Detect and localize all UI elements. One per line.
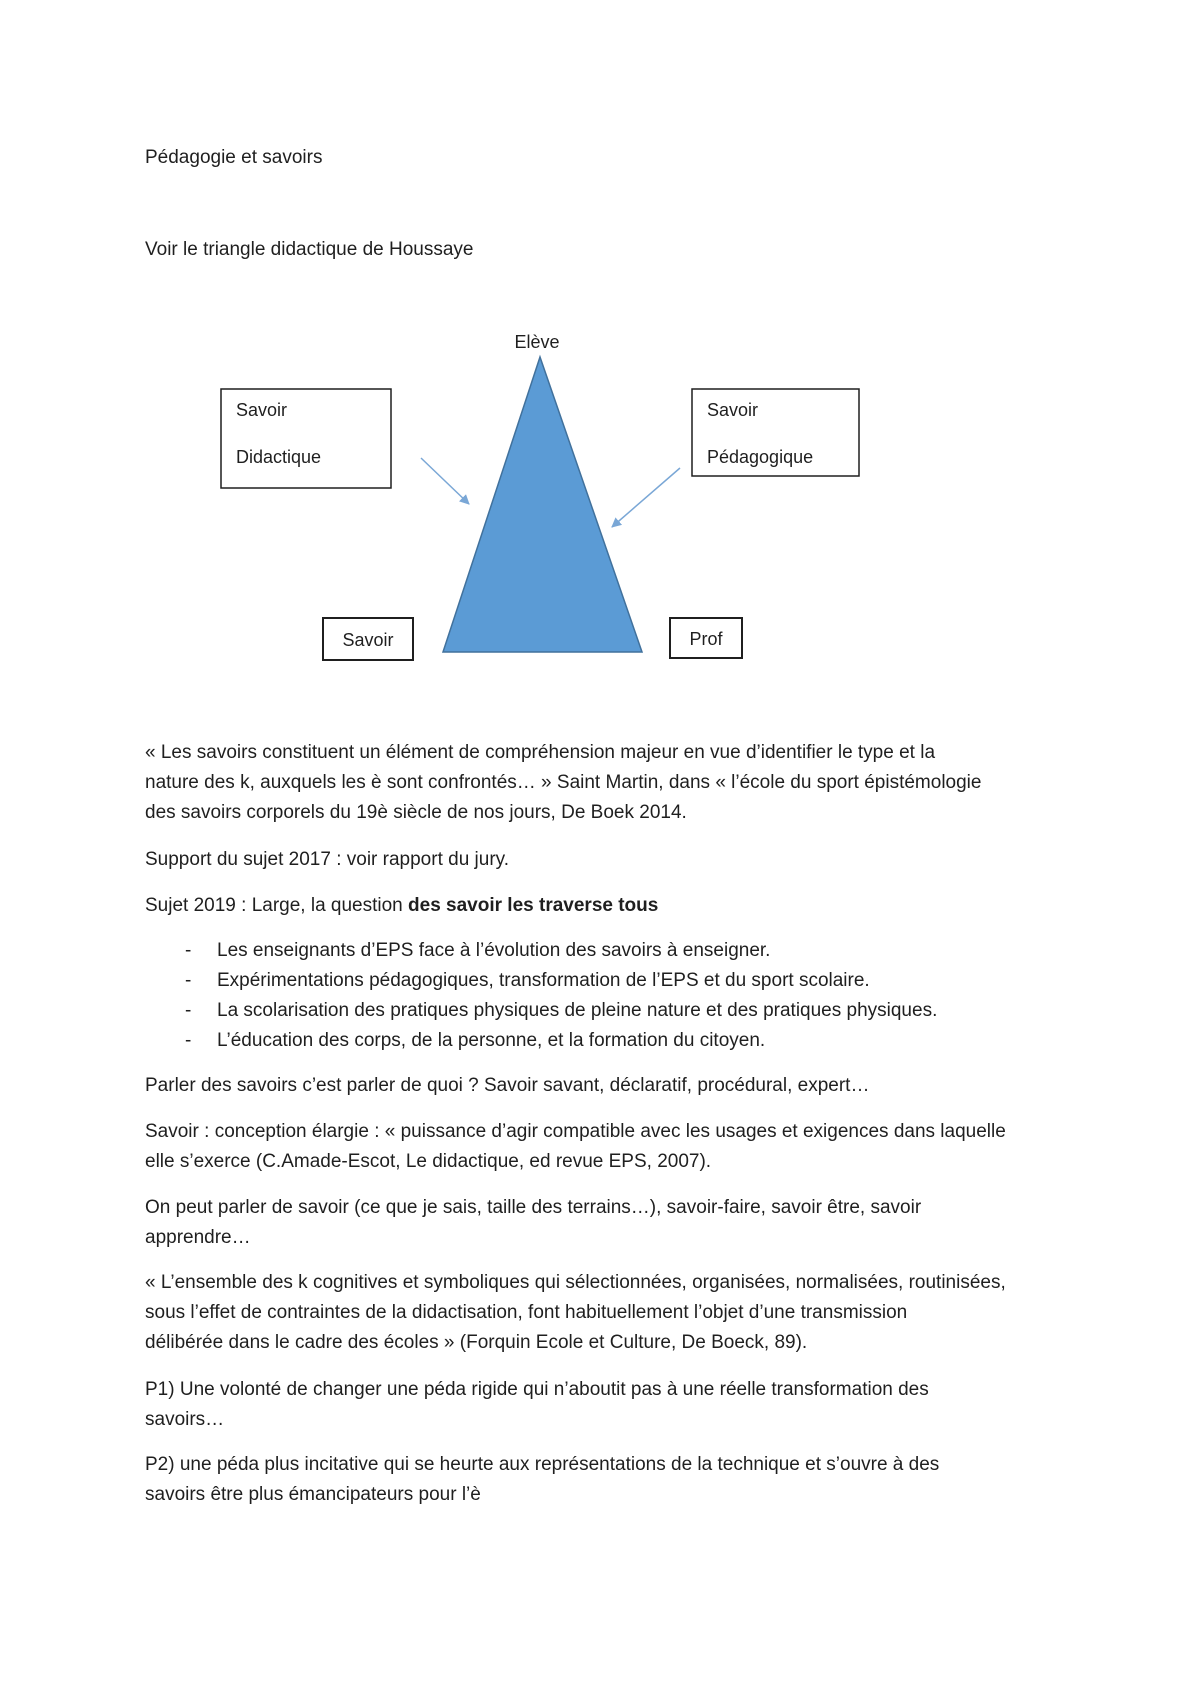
list-item <box>145 1026 1075 1056</box>
list-item <box>145 966 1075 996</box>
p2-line1: P2) une péda plus incitative qui se heurte aux représentations de la technique et s’ouvre à des <box>145 1454 940 1475</box>
triangle-shape <box>443 357 642 652</box>
sujet-line <box>145 891 658 921</box>
right-box-line1: Savoir <box>707 400 759 420</box>
bullet-text: Expérimentations pédagogiques, transformation de l’EPS et du sport scolaire. <box>217 970 870 991</box>
right-box-line2: Pédagogique <box>707 447 814 467</box>
quote-forquin <box>145 1268 1075 1358</box>
savoir-def-line1: Savoir : conception élargie : « puissance d’agir compatible avec les usages et exigences dans laquelle <box>145 1121 1006 1142</box>
list-item <box>145 936 1075 966</box>
bullet-text: Les enseignants d’EPS face à l’évolution des savoirs à enseigner. <box>217 940 771 961</box>
right-arrow <box>612 468 680 527</box>
bottom-left-label: Savoir <box>342 630 394 650</box>
houssaye-triangle-diagram <box>0 0 1200 700</box>
quote1-line3: des savoirs corporels du 19è siècle de nos jours, De Boek 2014. <box>145 802 687 823</box>
page-title: Pédagogie et savoirs <box>145 147 323 168</box>
left-box-line2: Didactique <box>236 447 322 467</box>
bottom-left-box <box>323 618 413 660</box>
quote2-line3: délibérée dans le cadre des écoles » (Forquin Ecole et Culture, De Boeck, 89). <box>145 1332 808 1353</box>
bottom-right-box <box>670 618 742 658</box>
left-arrow <box>421 458 469 504</box>
savoir-def-line2: elle s’exerce (C.Amade-Escot, Le didactique, ed revue EPS, 2007). <box>145 1151 712 1172</box>
on-peut-line2: apprendre… <box>145 1227 251 1248</box>
left-box-line1: Savoir <box>236 400 288 420</box>
sujet-prefix: Sujet 2019 : Large, la question <box>145 895 409 916</box>
bullet-dash: - <box>185 1000 192 1021</box>
quote2-line2: sous l’effet de contraintes de la didactisation, font habituellement l’objet d’une transmission <box>145 1302 908 1323</box>
bullet-text: La scolarisation des pratiques physiques de pleine nature et des pratiques physiques. <box>217 1000 938 1021</box>
quote1-line1: « Les savoirs constituent un élément de compréhension majeur en vue d’identifier le type et la <box>145 742 936 763</box>
bullet-dash: - <box>185 1030 192 1051</box>
list-item <box>145 996 1075 1026</box>
bullet-dash: - <box>185 970 192 991</box>
sujet-bullet-list <box>145 936 1075 1056</box>
left-box <box>221 389 391 488</box>
p1-line1: P1) Une volonté de changer une péda rigide qui n’aboutit pas à une réelle transformation des <box>145 1379 929 1400</box>
p2-line2: savoirs être plus émancipateurs pour l’è <box>145 1484 481 1505</box>
on-peut-line1: On peut parler de savoir (ce que je sais, taille des terrains…), savoir-faire, savoir être, savoir <box>145 1197 922 1218</box>
intro-line: Voir le triangle didactique de Houssaye <box>145 239 474 260</box>
quote-saint-martin <box>145 738 1075 828</box>
bullet-text: L’éducation des corps, de la personne, et la formation du citoyen. <box>217 1030 766 1051</box>
parler-line: Parler des savoirs c’est parler de quoi ? Savoir savant, déclaratif, procédural, expert… <box>145 1075 870 1096</box>
bullet-dash: - <box>185 940 192 961</box>
p1-paragraph <box>145 1375 1075 1435</box>
quote2-line1: « L’ensemble des k cognitives et symboliques qui sélectionnées, organisées, normalisées, routinisées, <box>145 1272 1006 1293</box>
savoir-definition <box>145 1117 1075 1177</box>
p1-line2: savoirs… <box>145 1409 225 1430</box>
on-peut-paragraph <box>145 1193 1075 1253</box>
support-line: Support du sujet 2017 : voir rapport du jury. <box>145 849 510 870</box>
p2-paragraph <box>145 1450 1075 1510</box>
bottom-right-label: Prof <box>689 629 723 649</box>
apex-label: Elève <box>514 332 560 352</box>
right-box <box>692 389 859 476</box>
quote1-line2: nature des k, auxquels les è sont confrontés… » Saint Martin, dans « l’école du sport épistémologie <box>145 772 982 793</box>
sujet-bold: des savoir les traverse tous <box>408 895 659 916</box>
